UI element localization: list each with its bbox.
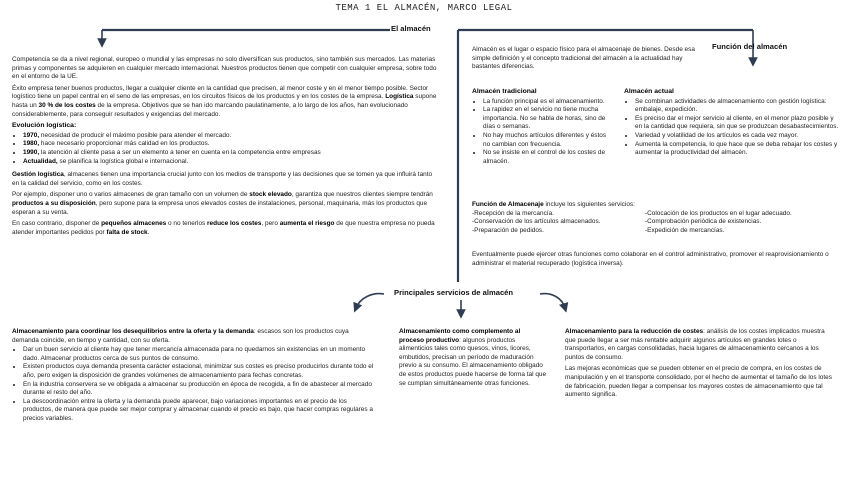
heading-el-almacen: El almacén [391, 24, 431, 33]
heading-funcion-almacen: Función del almacén [712, 42, 788, 51]
list-item: -Expedición de mercancías. [645, 226, 725, 234]
service-production: Almacenamiento como complemento al proceso productivo: algunos productos alimenticios tales como quesos, vinos, licores, embutidos, precisan un período de maduración previo a su consumo. El almacenamiento obligado de estos productos puede hacerse de forma tal que se cumplan simultáneamente otras funciones. [399, 328, 547, 387]
function-block [472, 201, 842, 235]
current-list [624, 98, 842, 158]
service-coordination-intro: Almacenamiento para coordinar los desequilibrios entre la oferta y la demanda: escasos son los productos cuya demanda coincide, en tiempo y cantidad, con su oferta. [12, 328, 349, 344]
list-item: • La descoordinación entre la oferta y la demanda puede aparecer, bajo variaciones importantes en el precio de los productos, de manera que puede ser mejor comprar y almacenar cuando el precio es bajo, que hacer compras regulares a precios variables. [23, 398, 374, 424]
service-cost-reduction-p2: Las mejoras económicas que se pueden obtener en el precio de compra, en los costes de manipulación y en el transporte consolidado, por el hecho de aumentar el tamaño de los lotes de fabricación, pueden llegar a compensar los mayores costes de almacenamiento que tal aumento significa. [565, 365, 832, 399]
right-intro: Almacén es el lugar o espacio físico para el almacenaje de bienes. Desde esa simple definición y el concepto tradicional del almacén a la actualidad hay bastantes diferencias. [472, 46, 695, 71]
list-item: • La función principal es el almacenamiento. [483, 98, 612, 107]
page-title: TEMA 1 EL ALMACÉN, MARCO LEGAL [335, 3, 513, 13]
evolution-list [12, 132, 437, 166]
list-item: • 1980, hace necesario proporcionar más calidad en los productos. [23, 140, 437, 149]
list-item: -Recepción de la mercancía. [472, 209, 554, 217]
list-item: • Existen productos cuya demanda presenta carácter estacional, minimizar sus costes es preciso producirlos durante todo el año, pero exigen la disposición de grandes volúmenes de almacenamiento para fechas concretas. [23, 363, 374, 380]
left-paragraph-5: En caso contrario, disponer de pequeños almacenes o no tenerlos reduce los costes, pero aumenta el riesgo de que nuestra empresa no pueda atender importantes pedidos por falta de stock. [12, 220, 435, 236]
arrow-curve-left [356, 294, 384, 308]
list-item: • Variedad y volatilidad de los artículos es cada vez mayor. [635, 132, 842, 141]
left-paragraph-1: Competencia se da a nivel regional, europeo o mundial y las empresas no solo diversifican sus productos, sino también sus mercados. Las materias primas y componentes se adquieren en cualquier mercado internacional. Nuestros productos tienen que competir con cualquier empresa, sobre todo en el entorno de la UE. [12, 56, 437, 81]
list-item: -Colocación de los productos en el lugar adecuado. [645, 209, 792, 217]
heading-servicios: Principales servicios de almacén [394, 288, 514, 297]
list-item: -Comprobación periódica de existencias. [645, 218, 762, 226]
function-final: Eventualmente puede ejercer otras funciones como colaborar en el control administrativo, promover el reaprovisionamiento o administrar el material recuperado (logística inversa). [472, 251, 829, 267]
function-list-left [472, 210, 645, 236]
left-paragraph-3: Gestión logística, almacenes tienen una importancia crucial junto con los medios de transporte y las decisiones que se tomen ya que influirá tanto en la calidad del servicio, como en los costes. [12, 171, 433, 187]
list-item: • 1990, la atención al cliente pasa a ser un elemento a tener en cuenta en la competencia entre empresas [23, 149, 437, 158]
list-item: • No hay muchos artículos diferentes y éstos no cambian con frecuencia. [483, 132, 612, 149]
evolution-title: Evolución logística: [12, 122, 77, 130]
list-item: -Conservación de los artículos almacenados. [472, 218, 601, 226]
list-item: • Dar un buen servicio al cliente hay que tener mercancía almacenada para no quedarnos sin existencias en un momento dado. Almacenar productos cerca de sus puntos de consumo. [23, 346, 374, 363]
list-item: • Aumenta la competencia, lo que hace que se deba rebajar los costes y aumentar la productividad del almacén. [635, 141, 842, 158]
list-item: • 1970, necesidad de producir el máximo posible para atender el mercado. [23, 132, 437, 141]
function-heading: Función de Almacenaje incluye los siguientes servicios: [472, 201, 635, 208]
service-cost-reduction: Almacenamiento para la reducción de costes: análisis de los costes implicados muestra que puede llegar a ser más rentable adquirir algunos artículos en grandes lotes o transportarlos, en cargas consolidadas, hacia lugares de almacenamiento cercanos a los puntos de consumo. Las mejoras económicas que se pueden obtener en el precio de compra, en los costes de manipulación y en el transporte consolidado, por el hecho de aumentar el tamaño de los lotes de fabricación, pueden llegar a compensar los mayores costes de almacenamiento que tal aumento significa. [565, 328, 837, 403]
list-item: • Actualidad, se planifica la logística global e internacional. [23, 158, 437, 167]
list-item: • En la industria conservera se ve obligada a almacenar su producción en época de recogida, a fin de abastecer al mercado durante el resto del año. [23, 381, 374, 398]
function-list-right [645, 210, 842, 236]
traditional-block [472, 88, 612, 166]
list-item: • La rapidez en el servicio no tiene mucha importancia. No se habla de horas, sino de días o semanas. [483, 106, 612, 132]
arrow-curve-right [540, 294, 565, 308]
left-column [12, 56, 437, 240]
current-block [624, 88, 842, 158]
traditional-list [472, 98, 612, 167]
service-coordination-list [12, 346, 374, 423]
service-coordination [12, 328, 374, 424]
list-item: -Preparación de pedidos. [472, 226, 544, 234]
left-paragraph-2: Éxito empresa tener buenos productos, llegar a cualquier cliente en la cantidad que precisen, al menor coste y en el menor tiempo posible. Sector logístico tiene un papel central en el seno de las empresas, en los circuitos físicos de los productos y en los costes de la empresa. Logística supone hasta un 30 % de los costes de la empresa. Objetivos que se han ido marcando paulatinamente, a lo largo de los años, han evolucionado considerablemente, para conseguir resultados y exigencias del mercado. [12, 84, 437, 118]
list-item: • Se combinan actividades de almacenamiento con gestión logística: embalaje, expedición. [635, 98, 842, 115]
traditional-title: Almacén tradicional [472, 88, 537, 95]
left-paragraph-4: Por ejemplo, disponer uno o varios almacenes de gran tamaño con un volumen de stock elevado, garantiza que nuestros clientes siempre tendrán productos a su disposición, pero supone para la empresa unos elevados costes de instalaciones, personal, maquinaria, más los productos que esperan a su venta. [12, 191, 433, 216]
list-item: • Es preciso dar el mejor servicio al cliente, en el menor plazo posible y en la cantidad que requiera, sin que se produzcan desabastecimientos. [635, 115, 842, 132]
list-item: • No se insiste en el control de los costes de almacén. [483, 149, 612, 166]
current-title: Almacén actual [624, 88, 674, 95]
